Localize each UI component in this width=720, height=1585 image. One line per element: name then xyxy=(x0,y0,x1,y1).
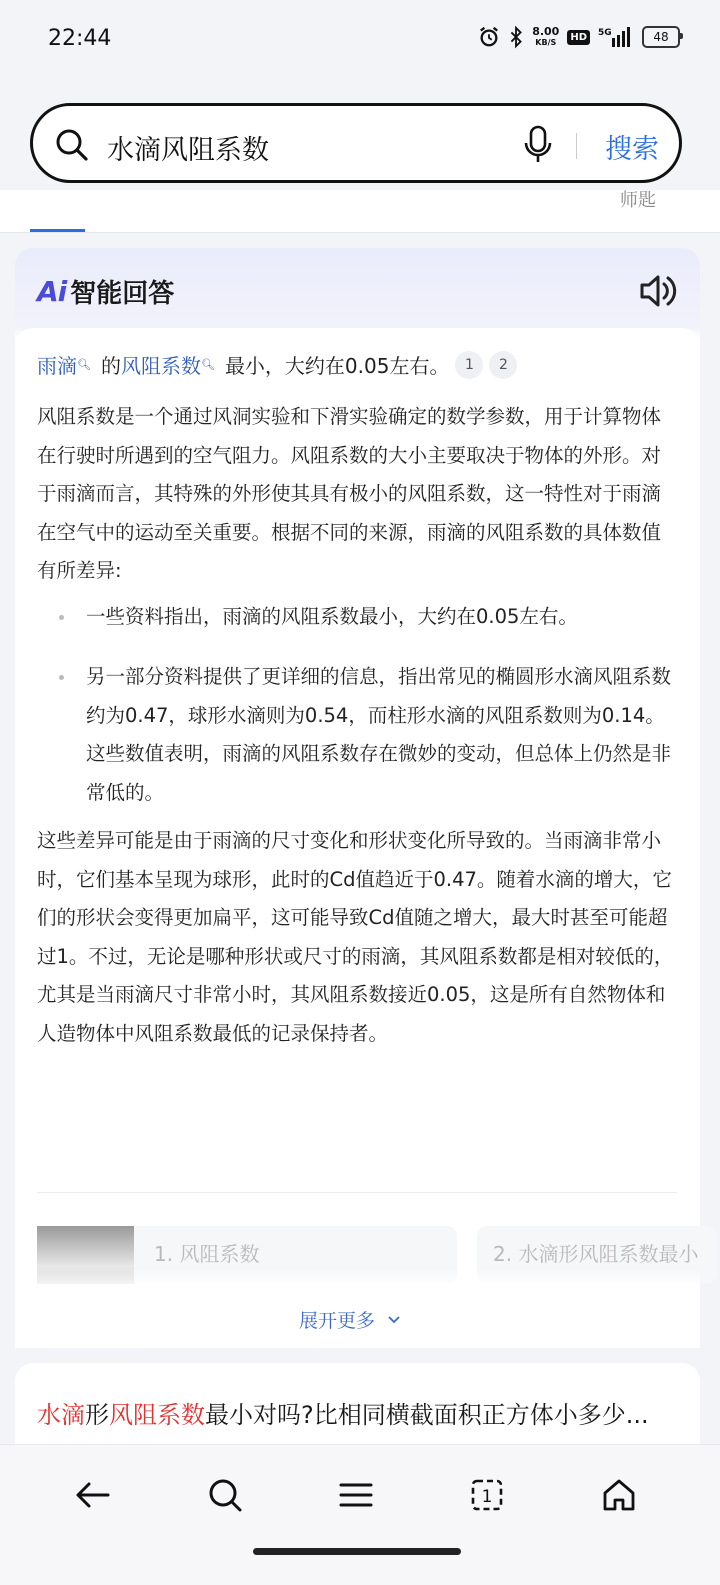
expand-more-button[interactable]: 展开更多 xyxy=(299,1306,401,1333)
answer-summary: 雨滴 🔍︎ 的 风阻系数 🔍︎ 最小，大约在0.05左右。 1 2 xyxy=(37,350,517,379)
svg-text:5G: 5G xyxy=(598,28,612,38)
menu-icon xyxy=(339,1482,373,1508)
home-button[interactable] xyxy=(597,1473,641,1517)
hd-badge: HD xyxy=(567,30,590,45)
answer-paragraph: 这些差异可能是由于雨滴的尺寸变化和形状变化所导致的。当雨滴非常小时，它们基本呈现为球形，此时的Cd值趋近于0.47。随着水滴的增大，它们的形状会变得更加扁平，这可能导致Cd值随之增大，最大时甚至可能超过1。不过，无论是哪种形状或尺寸的雨滴，其风阻系数都是相对较低的，尤其是当雨滴尺寸非常小时，其风阻系数接近0.05，这是所有自然物体和人造物体中风阻系数最低的记录保持者。 xyxy=(37,829,674,1045)
ai-answer-header xyxy=(37,273,174,310)
clock: 22:44 xyxy=(48,26,112,51)
bullet-item: 一些资料指出，雨滴的风阻系数最小，大约在0.05左右。 xyxy=(86,605,578,628)
active-tab-indicator xyxy=(30,229,85,232)
search-nav-button[interactable] xyxy=(203,1473,247,1517)
bullet-dot xyxy=(59,615,64,620)
speaker-icon[interactable] xyxy=(638,273,678,309)
search-button[interactable]: 搜索 xyxy=(605,134,659,165)
bottom-navigation xyxy=(0,1444,720,1585)
chevron-down-icon xyxy=(387,1315,401,1325)
alarm-icon xyxy=(478,26,500,48)
ai-answer-card xyxy=(15,248,700,1348)
tabs-icon xyxy=(470,1478,504,1512)
ai-answer-body xyxy=(15,328,700,1348)
reference-title: 1. 风阻系数 xyxy=(154,1242,260,1266)
signal-icon xyxy=(598,26,634,48)
menu-button[interactable] xyxy=(334,1473,378,1517)
microphone-icon[interactable] xyxy=(523,125,553,165)
search-tab-strip[interactable] xyxy=(0,190,720,233)
battery-icon: 48 xyxy=(642,26,680,48)
tabs-button[interactable] xyxy=(465,1473,509,1517)
citation-badge[interactable]: 1 xyxy=(455,351,483,379)
search-icon: 🔍︎ xyxy=(200,358,215,371)
reference-title: 2. 水滴形风阻系数最小 xyxy=(493,1242,699,1266)
tab-partial[interactable]: 师匙 xyxy=(620,190,656,211)
ai-logo: Ai xyxy=(37,275,67,308)
search-icon: 🔍︎ xyxy=(77,358,91,371)
answer-paragraph: 风阻系数是一个通过风洞实验和下滑实验确定的数学参数，用于计算物体在行驶时所遇到的空气阻力。风阻系数的大小主要取决于物体的外形。对于雨滴而言，其特殊的外形使其具有极小的风阻系数，这一特性对于雨滴在空气中的运动至关重要。根据不同的来源，雨滴的风阻系数的具体数值有所差异: xyxy=(37,405,662,582)
keyword-link[interactable]: 风阻系数 xyxy=(120,354,201,378)
bullet-dot xyxy=(59,675,64,680)
fade-overlay xyxy=(15,1268,700,1288)
search-icon xyxy=(55,128,89,162)
divider xyxy=(37,1192,677,1193)
net-speed: 8.00 KB/S xyxy=(532,25,560,47)
svg-text:1: 1 xyxy=(481,1487,493,1507)
bluetooth-icon xyxy=(508,26,524,48)
bullet-item: 另一部分资料提供了更详细的信息，指出常见的椭圆形水滴风阻系数约为0.47，球形水滴则为0.54，而柱形水滴的风阻系数则为0.14。这些数值表明，雨滴的风阻系数存在微妙的变动，但总体上仍然是非常低的。 xyxy=(86,665,672,804)
back-button[interactable] xyxy=(71,1473,115,1517)
back-arrow-icon xyxy=(75,1481,111,1509)
keyword-link[interactable]: 雨滴 xyxy=(37,354,77,378)
result-title[interactable]: 水滴形风阻系数最小对吗?比相同横截面积正方体小多少... xyxy=(37,1401,649,1429)
status-icons xyxy=(478,26,680,48)
home-icon xyxy=(602,1478,636,1512)
citation-badge[interactable]: 2 xyxy=(489,351,517,379)
gesture-bar[interactable] xyxy=(253,1548,461,1555)
search-bar[interactable] xyxy=(30,103,682,183)
divider xyxy=(576,133,577,159)
search-icon xyxy=(207,1477,243,1513)
search-input[interactable]: 水滴风阻系数 xyxy=(107,135,269,166)
ai-answer-title: 智能回答 xyxy=(70,279,175,309)
status-bar xyxy=(0,0,720,80)
